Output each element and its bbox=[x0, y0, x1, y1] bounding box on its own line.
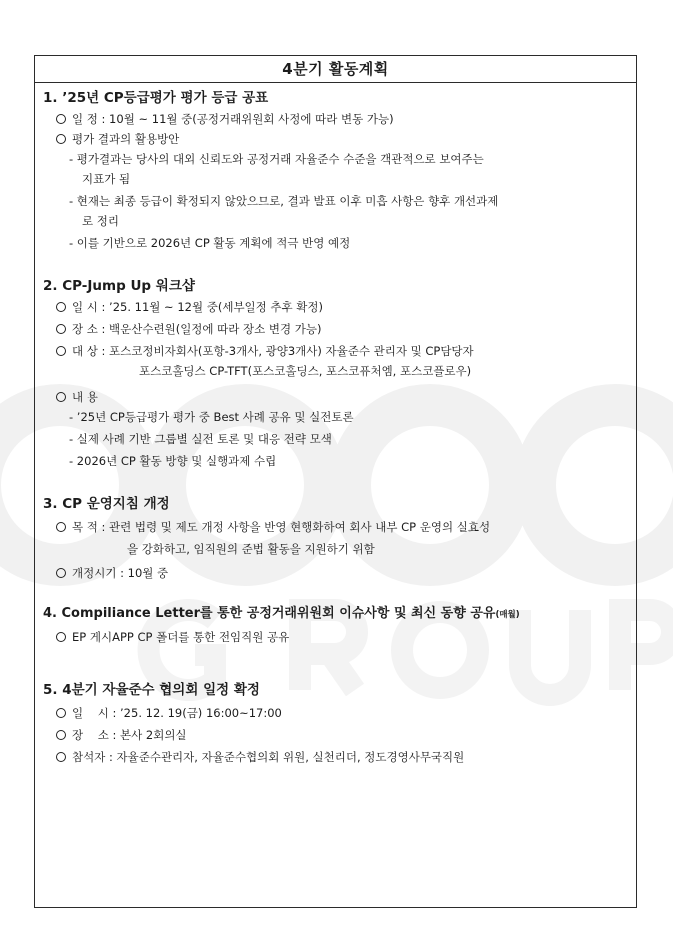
section-1-heading: 1. ’25년 CP등급평가 평가 등급 공표 bbox=[43, 90, 269, 106]
section-3-heading: 3. CP 운영지침 개정 bbox=[43, 496, 170, 512]
section-5-attendees: 참석자 : 자율준수관리자, 자율준수협의회 위원, 실천리더, 정도경영사무국직원 bbox=[56, 749, 464, 765]
section-1-dash-1a: - 평가결과는 당사의 대외 신뢰도와 공정거래 자율준수 수준을 객관적으로 보여주는 bbox=[69, 152, 484, 166]
section-1-schedule: 일 정 : 10월 ~ 11월 중(공정거래위원회 사정에 따라 변동 가능) bbox=[56, 111, 394, 127]
section-5-place: 장 소 : 본사 2회의실 bbox=[56, 727, 187, 743]
section-5-date: 일 시 : ’25. 12. 19(금) 16:00~17:00 bbox=[56, 705, 282, 721]
section-4-heading-text: 4. Compiliance Letter를 통한 공정거래위원회 이슈사항 및 최신 동향 공유 bbox=[43, 606, 496, 621]
page-title: 4분기 활동계획 bbox=[35, 56, 636, 83]
section-1-dash-2a: - 현재는 최종 등급이 확정되지 않았으므로, 결과 발표 이후 미흡 사항은 향후 개선과제 bbox=[69, 194, 499, 208]
section-4-item: EP 게시APP CP 폴더를 통한 전임직원 공유 bbox=[56, 629, 289, 645]
section-1-dash-2b: 로 정리 bbox=[82, 214, 119, 228]
section-2-heading: 2. CP-Jump Up 워크샵 bbox=[43, 278, 195, 294]
section-4-heading-suffix: (매월) bbox=[495, 610, 520, 620]
plan-frame bbox=[34, 55, 637, 908]
section-3-purpose-2: 을 강화하고, 임직원의 준법 활동을 지원하기 위함 bbox=[127, 542, 375, 556]
section-2-dash-3: - 2026년 CP 활동 방향 및 실행과제 수립 bbox=[69, 454, 277, 468]
section-2-dash-2: - 실제 사례 기반 그룹별 실전 토론 및 대응 전략 모색 bbox=[69, 432, 332, 446]
section-1-dash-3: - 이를 기반으로 2026년 CP 활동 계획에 적극 반영 예정 bbox=[69, 236, 351, 250]
section-2-target-2: 포스코홀딩스 CP-TFT(포스코홀딩스, 포스코퓨처엠, 포스코플로우) bbox=[139, 364, 472, 378]
section-2-date: 일 시 : ’25. 11월 ~ 12월 중(세부일정 추후 확정) bbox=[56, 299, 323, 315]
section-1-dash-1b: 지표가 됨 bbox=[82, 172, 131, 186]
section-3-purpose-1: 목 적 : 관련 법령 및 제도 개정 사항을 반영 현행화하여 회사 내부 CP 운영의 실효성 bbox=[56, 519, 490, 535]
section-5-heading: 5. 4분기 자율준수 협의회 일정 확정 bbox=[43, 682, 260, 698]
section-2-dash-1: - ’25년 CP등급평가 평가 중 Best 사례 공유 및 실전토론 bbox=[69, 410, 354, 424]
section-2-target-1: 대 상 : 포스코정비자회사(포항-3개사, 광양3개사) 자율준수 관리자 및 CP담당자 bbox=[56, 343, 474, 359]
section-2-place: 장 소 : 백운산수련원(일정에 따라 장소 변경 가능) bbox=[56, 321, 322, 337]
section-3-period: 개정시기 : 10월 중 bbox=[56, 565, 168, 581]
section-4-heading bbox=[43, 605, 520, 624]
section-2-content: 내 용 bbox=[56, 389, 98, 405]
section-1-usage: 평가 결과의 활용방안 bbox=[56, 131, 179, 147]
